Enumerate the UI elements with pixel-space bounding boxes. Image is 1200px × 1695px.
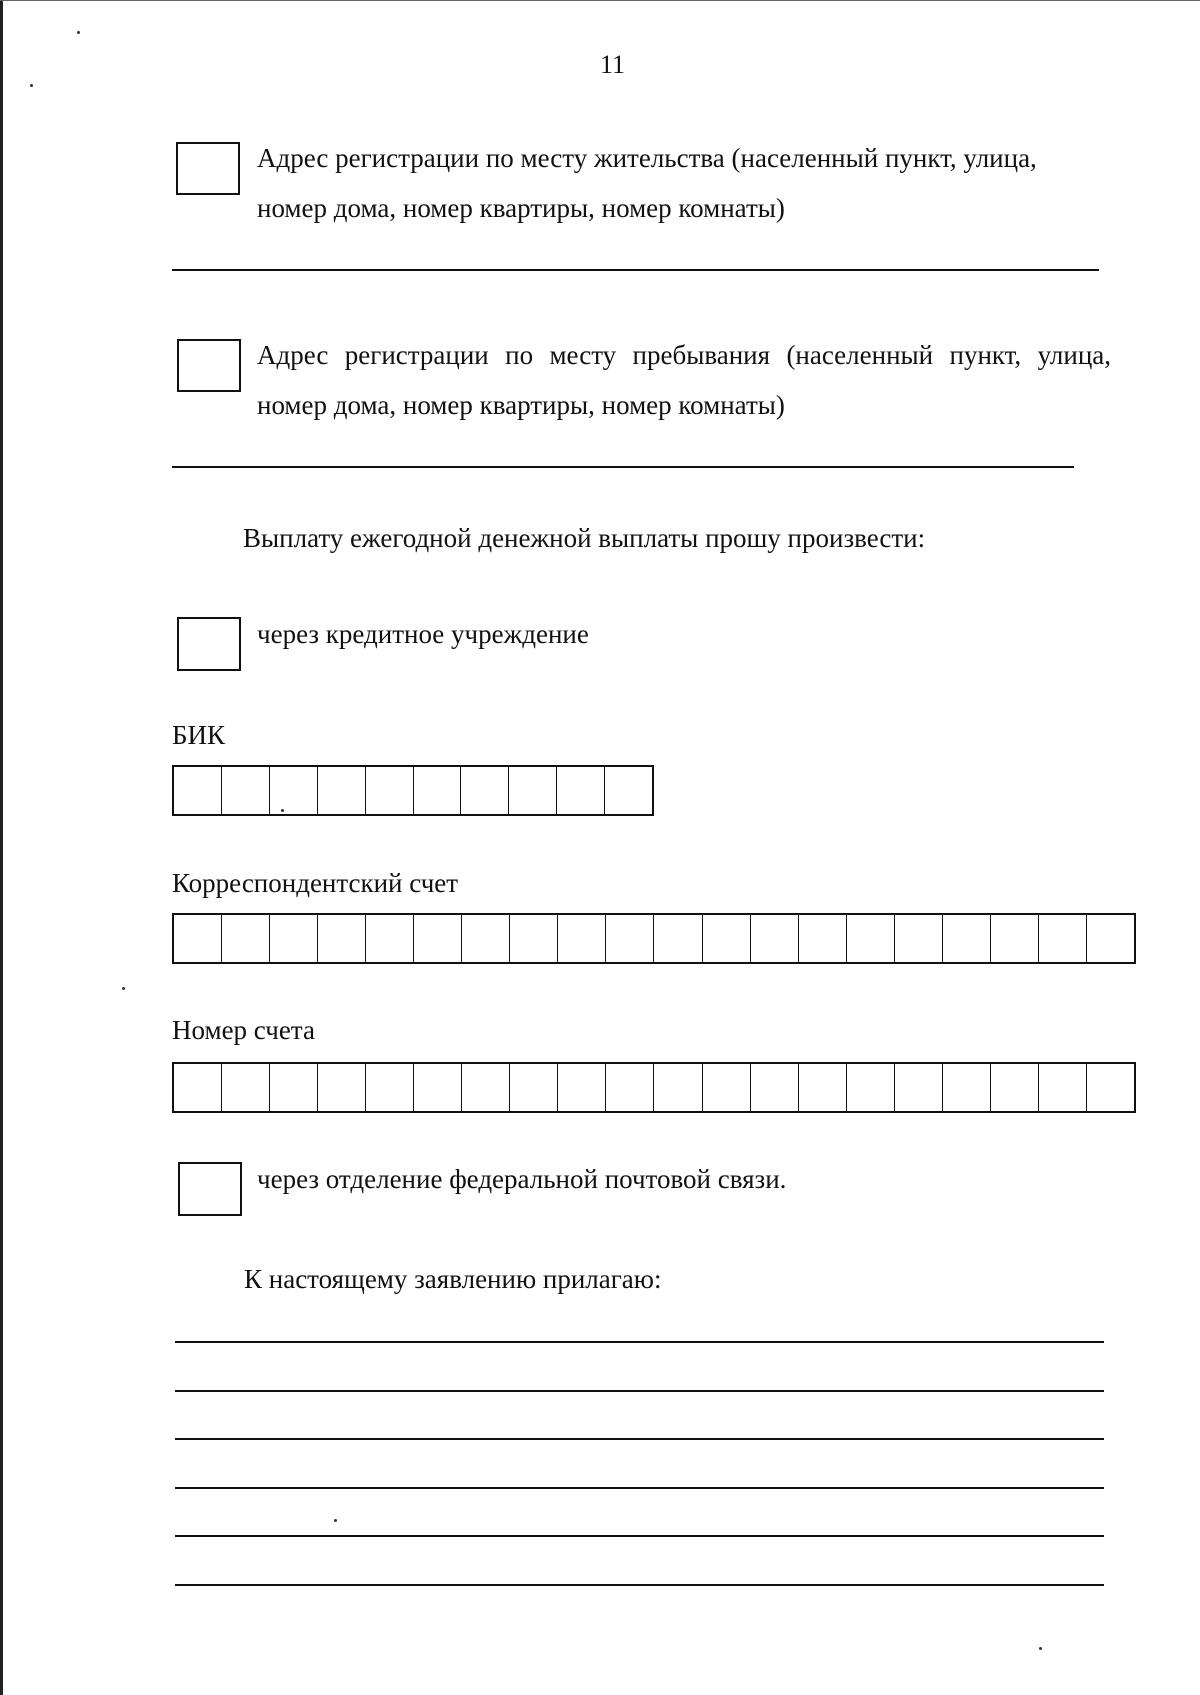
residence-address-label-line2: номер дома, номер квартиры, номер комнаты)	[257, 193, 785, 223]
digit-cell[interactable]	[509, 767, 557, 814]
scan-speck	[77, 31, 80, 34]
digit-cell[interactable]	[414, 915, 462, 962]
attachment-line[interactable]	[175, 1584, 1104, 1586]
digit-cell[interactable]	[847, 915, 895, 962]
digit-cell[interactable]	[510, 1064, 558, 1111]
payment-method-heading: Выплату ежегодной денежной выплаты прошу произвести:	[243, 523, 926, 553]
attachment-line[interactable]	[175, 1535, 1104, 1537]
digit-cell[interactable]	[605, 767, 652, 814]
page-left-edge	[0, 0, 3, 1695]
digit-cell[interactable]	[270, 1064, 318, 1111]
digit-cell[interactable]	[799, 915, 847, 962]
attachment-line[interactable]	[175, 1438, 1104, 1440]
digit-cell[interactable]	[654, 915, 702, 962]
digit-cell[interactable]	[991, 1064, 1039, 1111]
bik-cells[interactable]	[172, 765, 654, 816]
attachments-heading: К настоящему заявлению прилагаю:	[244, 1264, 662, 1294]
stay-address-line[interactable]	[172, 466, 1074, 468]
stay-address-checkbox[interactable]	[177, 339, 241, 392]
digit-cell[interactable]	[270, 915, 318, 962]
residence-address-checkbox[interactable]	[176, 142, 240, 195]
page-number: 11	[600, 50, 626, 79]
digit-cell[interactable]	[847, 1064, 895, 1111]
stay-address-label-line1: Адрес регистрации по месту пребывания (населенный пункт, улица,	[257, 340, 1111, 370]
digit-cell[interactable]	[510, 915, 558, 962]
digit-cell[interactable]	[1039, 915, 1087, 962]
digit-cell[interactable]	[461, 767, 509, 814]
digit-cell[interactable]	[222, 915, 270, 962]
digit-cell[interactable]	[703, 1064, 751, 1111]
page-top-edge	[0, 0, 1200, 1]
credit-institution-checkbox[interactable]	[177, 617, 241, 671]
scan-speck	[30, 84, 33, 87]
digit-cell[interactable]	[318, 915, 366, 962]
scan-speck	[1039, 1647, 1042, 1650]
digit-cell[interactable]	[366, 1064, 414, 1111]
digit-cell[interactable]	[414, 1064, 462, 1111]
digit-cell[interactable]	[943, 1064, 991, 1111]
corr-account-cells[interactable]	[172, 913, 1136, 964]
digit-cell[interactable]	[366, 767, 414, 814]
digit-cell[interactable]	[1087, 1064, 1134, 1111]
digit-cell[interactable]	[654, 1064, 702, 1111]
digit-cell[interactable]	[606, 1064, 654, 1111]
bik-label: БИК	[172, 720, 226, 750]
digit-cell[interactable]	[270, 767, 318, 814]
account-number-cells[interactable]	[172, 1062, 1136, 1113]
digit-cell[interactable]	[1087, 915, 1134, 962]
digit-cell[interactable]	[222, 1064, 270, 1111]
digit-cell[interactable]	[557, 767, 605, 814]
digit-cell[interactable]	[606, 915, 654, 962]
digit-cell[interactable]	[943, 915, 991, 962]
digit-cell[interactable]	[799, 1064, 847, 1111]
residence-address-line[interactable]	[172, 269, 1099, 271]
attachment-line[interactable]	[175, 1390, 1104, 1392]
digit-cell[interactable]	[703, 915, 751, 962]
digit-cell[interactable]	[751, 915, 799, 962]
digit-cell[interactable]	[318, 1064, 366, 1111]
digit-cell[interactable]	[895, 915, 943, 962]
post-office-checkbox[interactable]	[178, 1162, 242, 1216]
digit-cell[interactable]	[1039, 1064, 1087, 1111]
scan-speck	[281, 809, 284, 812]
account-number-label: Номер счета	[172, 1015, 315, 1045]
scan-speck	[334, 1519, 337, 1522]
digit-cell[interactable]	[318, 767, 366, 814]
digit-cell[interactable]	[558, 915, 606, 962]
stay-address-label-line2: номер дома, номер квартиры, номер комнаты)	[257, 390, 785, 420]
scan-speck	[122, 987, 125, 990]
digit-cell[interactable]	[462, 1064, 510, 1111]
digit-cell[interactable]	[414, 767, 462, 814]
attachment-line[interactable]	[175, 1487, 1104, 1489]
attachment-line[interactable]	[175, 1341, 1104, 1343]
digit-cell[interactable]	[991, 915, 1039, 962]
digit-cell[interactable]	[366, 915, 414, 962]
residence-address-label-line1: Адрес регистрации по месту жительства (населенный пункт, улица,	[257, 143, 1037, 173]
corr-account-label: Корреспондентский счет	[172, 868, 459, 898]
credit-institution-label: через кредитное учреждение	[257, 619, 589, 649]
digit-cell[interactable]	[174, 915, 222, 962]
digit-cell[interactable]	[558, 1064, 606, 1111]
digit-cell[interactable]	[751, 1064, 799, 1111]
digit-cell[interactable]	[174, 1064, 222, 1111]
digit-cell[interactable]	[174, 767, 222, 814]
post-office-label: через отделение федеральной почтовой связи.	[257, 1164, 787, 1194]
digit-cell[interactable]	[222, 767, 270, 814]
digit-cell[interactable]	[462, 915, 510, 962]
digit-cell[interactable]	[895, 1064, 943, 1111]
